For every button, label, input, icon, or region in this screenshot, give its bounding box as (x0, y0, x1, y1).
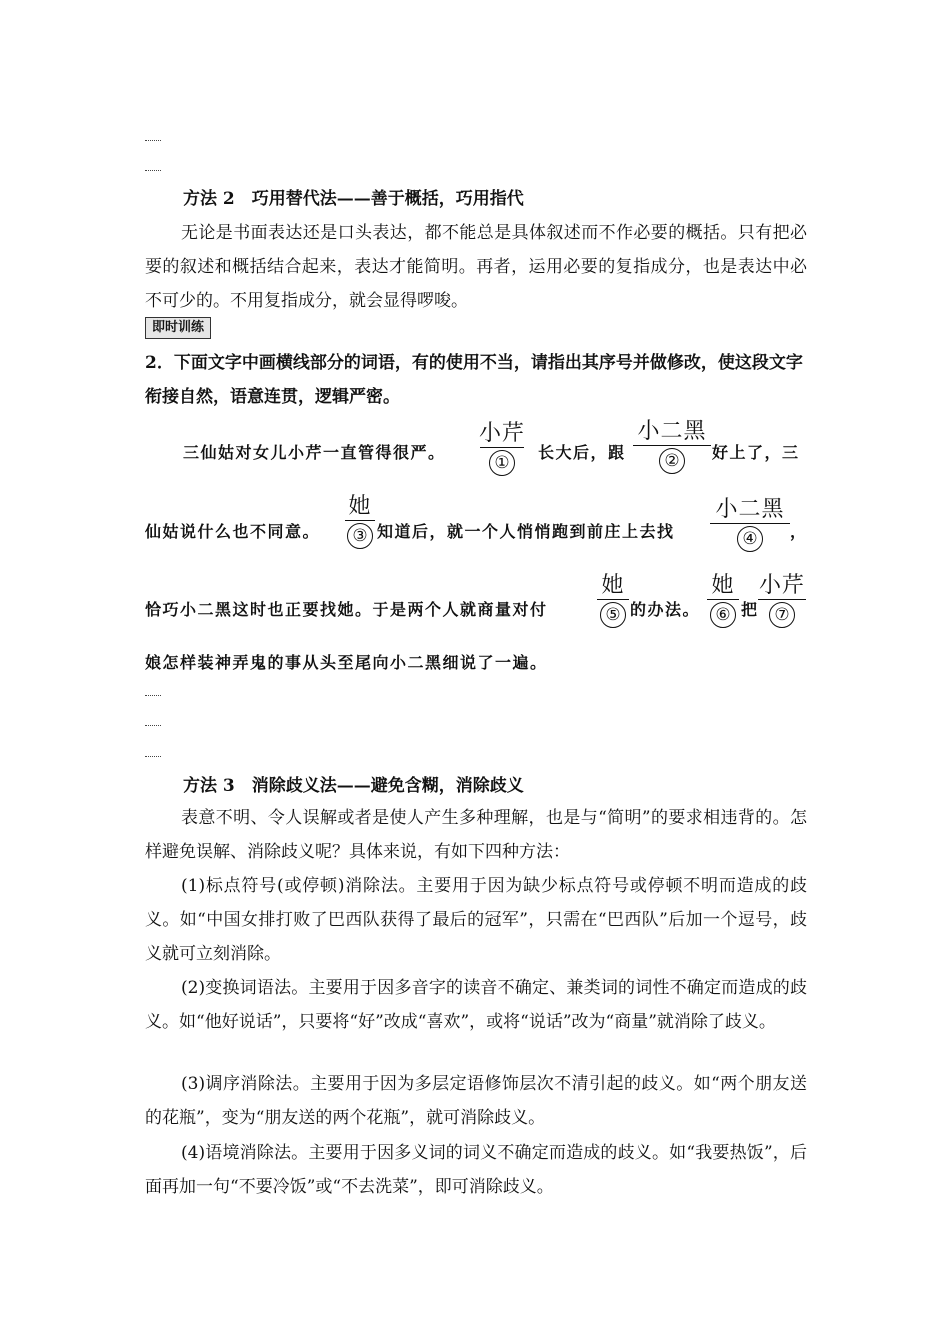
dotted-separator (145, 725, 161, 726)
underlined-term-2 (633, 419, 711, 474)
term-word: 她 (348, 494, 372, 519)
method3-item-4: (4)语境消除法。主要用于因多义词的词义不确定而造成的歧义。如“我要热饭”，后面再加一句“不要冷饭”或“不去洗菜”，即可消除歧义。 (145, 1143, 807, 1197)
term-word: 她 (711, 573, 735, 598)
method3-item-2: (2)变换词语法。主要用于因多音字的读音不确定、兼类词的词性不确定而造成的歧义。如“他好说话”，只要将“好”改成“喜欢”，或将“说话”改为“商量”就消除了歧义。 (145, 978, 807, 1032)
term-word: 她 (601, 573, 625, 598)
question-2: 2．下面文字中画横线部分的词语，有的使用不当，请指出其序号并做修改，使这段文字衔接自然，语意连贯，逻辑严密。 (145, 353, 803, 407)
term-word: 小芹 (479, 421, 526, 446)
excerpt-text: 好上了，三 (712, 443, 800, 462)
dotted-separator (145, 170, 161, 171)
excerpt-text: 娘怎样装神弄鬼的事从头至尾向小二黑细说了一遍。 (145, 653, 548, 672)
method2-body: 无论是书面表达还是口头表达，都不能总是具体叙述而不作必要的概括。只有把必要的叙述和概括结合起来，表达才能简明。再者，运用必要的复指成分，也是表达中必不可少的。不用复指成分，就会显得啰唆。 (145, 223, 807, 311)
underlined-term-5 (597, 573, 629, 628)
term-word: 小二黑 (637, 419, 707, 444)
underlined-term-6 (707, 573, 739, 628)
dotted-separator (145, 756, 161, 757)
underlined-term-7 (758, 573, 806, 628)
term-word: 小芹 (758, 573, 805, 598)
excerpt-text: ， (790, 522, 808, 541)
method2-heading: 方法 2 巧用替代法——善于概括，巧用指代 (183, 189, 524, 209)
term-number: ① (489, 450, 515, 476)
excerpt-text: 长大后，跟 (538, 443, 626, 462)
term-number: ⑦ (769, 602, 795, 628)
term-number: ⑤ (600, 602, 626, 628)
underlined-term-1 (480, 421, 524, 476)
term-number: ② (659, 448, 685, 474)
dotted-separator (145, 140, 161, 141)
dotted-separator (145, 695, 161, 696)
excerpt-text: 恰巧小二黑这时也正要找她。于是两个人就商量对付 (145, 600, 548, 619)
excerpt-text: 仙姑说什么也不同意。 (145, 522, 321, 541)
excerpt-text: 把 (741, 600, 759, 619)
term-word: 小二黑 (715, 497, 785, 522)
term-number: ④ (737, 526, 763, 552)
term-number: ③ (347, 523, 373, 549)
method3-heading: 方法 3 消除歧义法——避免含糊，消除歧义 (183, 776, 524, 796)
excerpt-text: 知道后，就一个人悄悄跑到前庄上去找 (377, 522, 675, 541)
practice-badge: 即时训练 (145, 317, 211, 339)
term-number: ⑥ (710, 602, 736, 628)
underlined-term-4 (710, 497, 790, 552)
excerpt-text: 的办法。 (630, 600, 701, 619)
method3-item-3: (3)调序消除法。主要用于因为多层定语修饰层次不清引起的歧义。如“两个朋友送的花瓶”，变为“朋友送的两个花瓶”，就可消除歧义。 (145, 1074, 807, 1128)
excerpt-text: 三仙姑对女儿小芹一直管得很严。 (183, 443, 446, 462)
underlined-term-3 (345, 494, 375, 549)
method3-item-1: (1)标点符号(或停顿)消除法。主要用于因为缺少标点符号或停顿不明而造成的歧义。如“中国女排打败了巴西队获得了最后的冠军”，只需在“巴西队”后加一个逗号，歧义就可立刻消除。 (145, 876, 807, 964)
method3-intro: 表意不明、令人误解或者是使人产生多种理解，也是与“简明”的要求相违背的。怎样避免误解、消除歧义呢？具体来说，有如下四种方法： (145, 808, 807, 862)
